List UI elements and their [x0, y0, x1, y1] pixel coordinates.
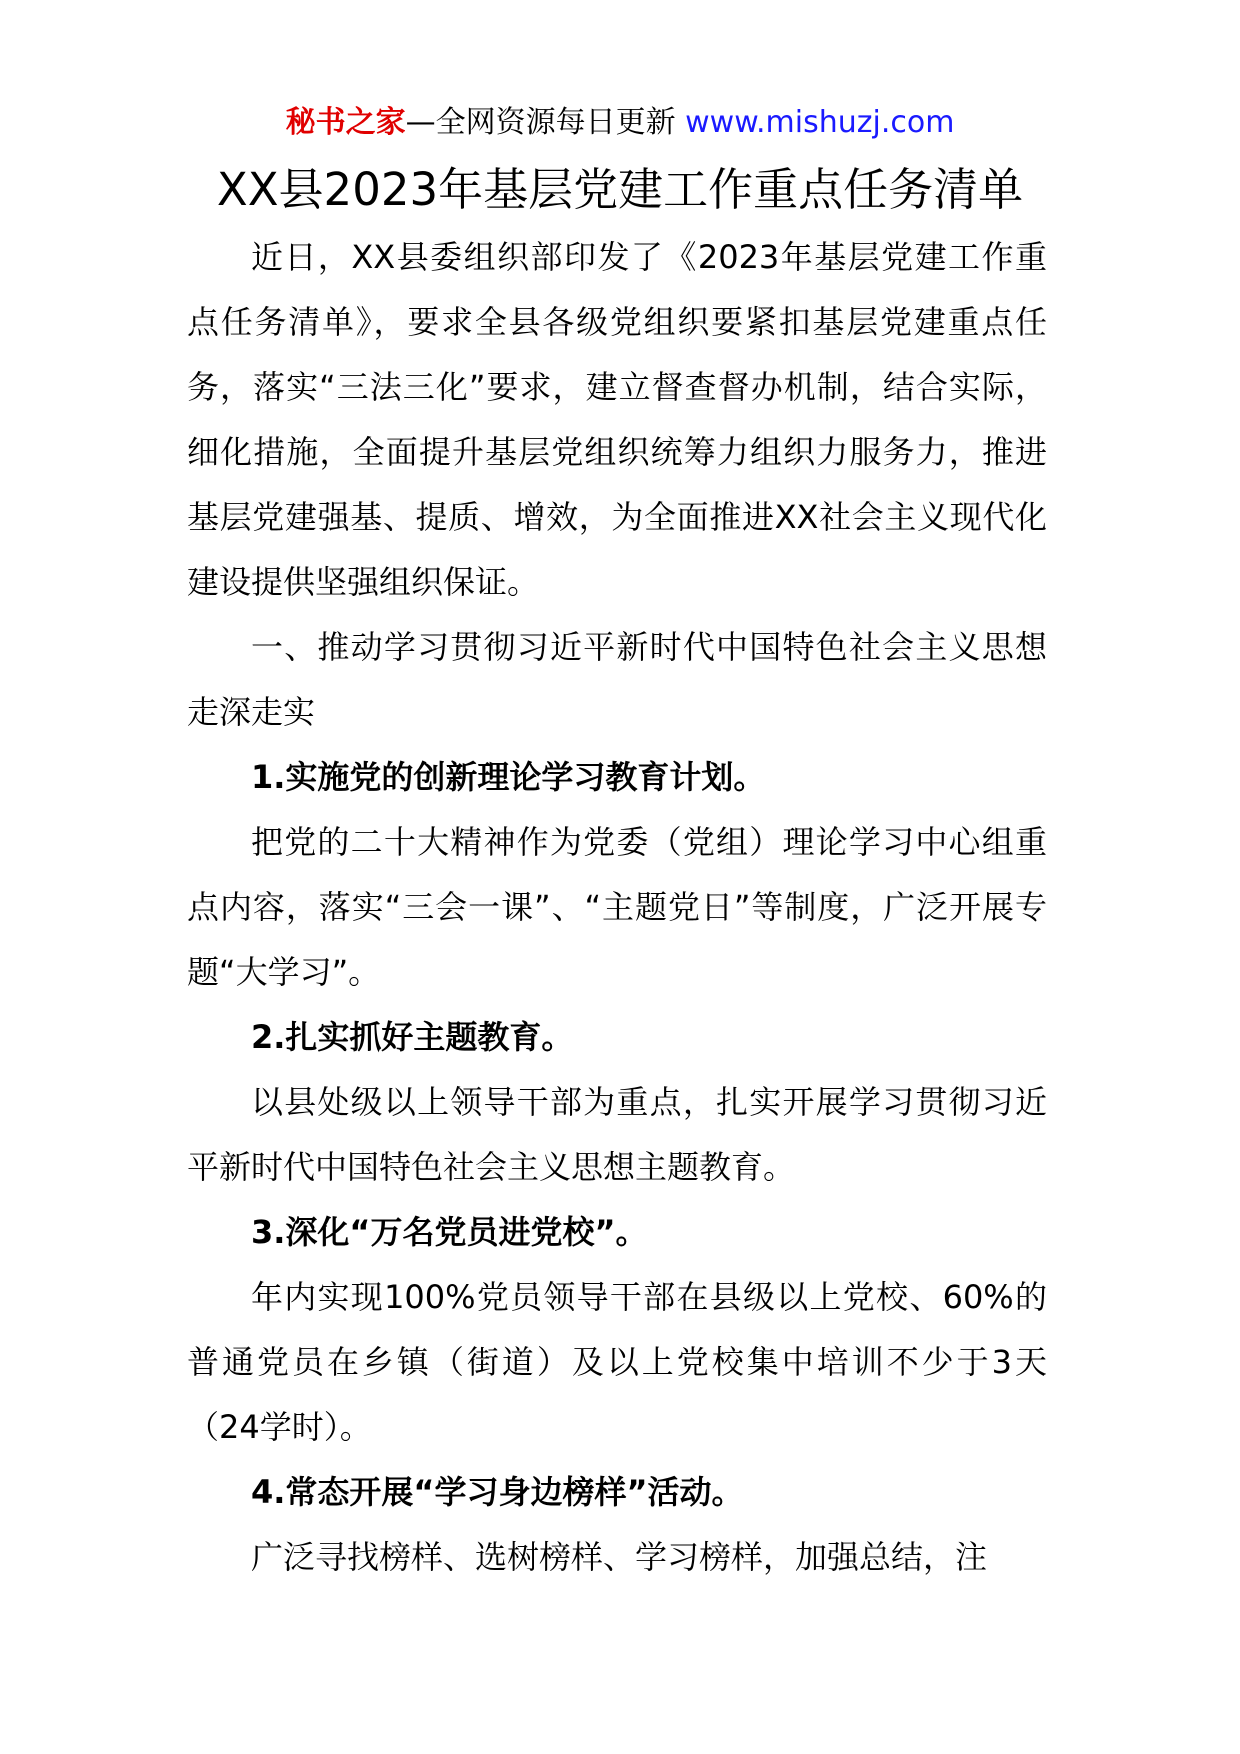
watermark-header	[0, 100, 1240, 146]
intro-paragraph: 近日，XX县委组织部印发了《2023年基层党建工作重点任务清单》，要求全县各级党组织要紧扣基层党建重点任务，落实“三法三化”要求，建立督查督办机制，结合实际，细化措施，全面提升基层党组织统筹力组织力服务力，推进基层党建强基、提质、增效，为全面推进XX社会主义现代化建设提供坚强组织保证。	[187, 238, 1047, 601]
document-body	[187, 225, 1047, 1590]
document-title: XX县2023年基层党建工作重点任务清单	[216, 163, 1024, 216]
section-heading-1: 一、推动学习贯彻习近平新时代中国特色社会主义思想走深走实	[187, 628, 1047, 731]
item-body-1: 把党的二十大精神作为党委（党组）理论学习中心组重点内容，落实“三会一课”、“主题党日”等制度，广泛开展专题“大学习”。	[187, 823, 1047, 991]
item-heading-2: 2.扎实抓好主题教育。	[251, 1018, 574, 1056]
brand-url-link[interactable]: www.mishuzj.com	[685, 105, 955, 140]
item-heading-3: 3.深化“万名党员进党校”。	[251, 1213, 648, 1251]
item-body-4: 广泛寻找榜样、选树榜样、学习榜样，加强总结，注	[251, 1538, 988, 1576]
item-body-2: 以县处级以上领导干部为重点，扎实开展学习贯彻习近平新时代中国特色社会主义思想主题教育。	[187, 1083, 1047, 1186]
brand-name: 秘书之家	[285, 105, 406, 140]
item-body-3: 年内实现100%党员领导干部在县级以上党校、60%的普通党员在乡镇（街道）及以上党校集中培训不少于3天（24学时）。	[187, 1278, 1047, 1446]
item-heading-1: 1.实施党的创新理论学习教育计划。	[251, 758, 766, 796]
brand-slogan: —全网资源每日更新	[405, 105, 686, 140]
item-heading-4: 4.常态开展“学习身边榜样”活动。	[251, 1473, 744, 1511]
